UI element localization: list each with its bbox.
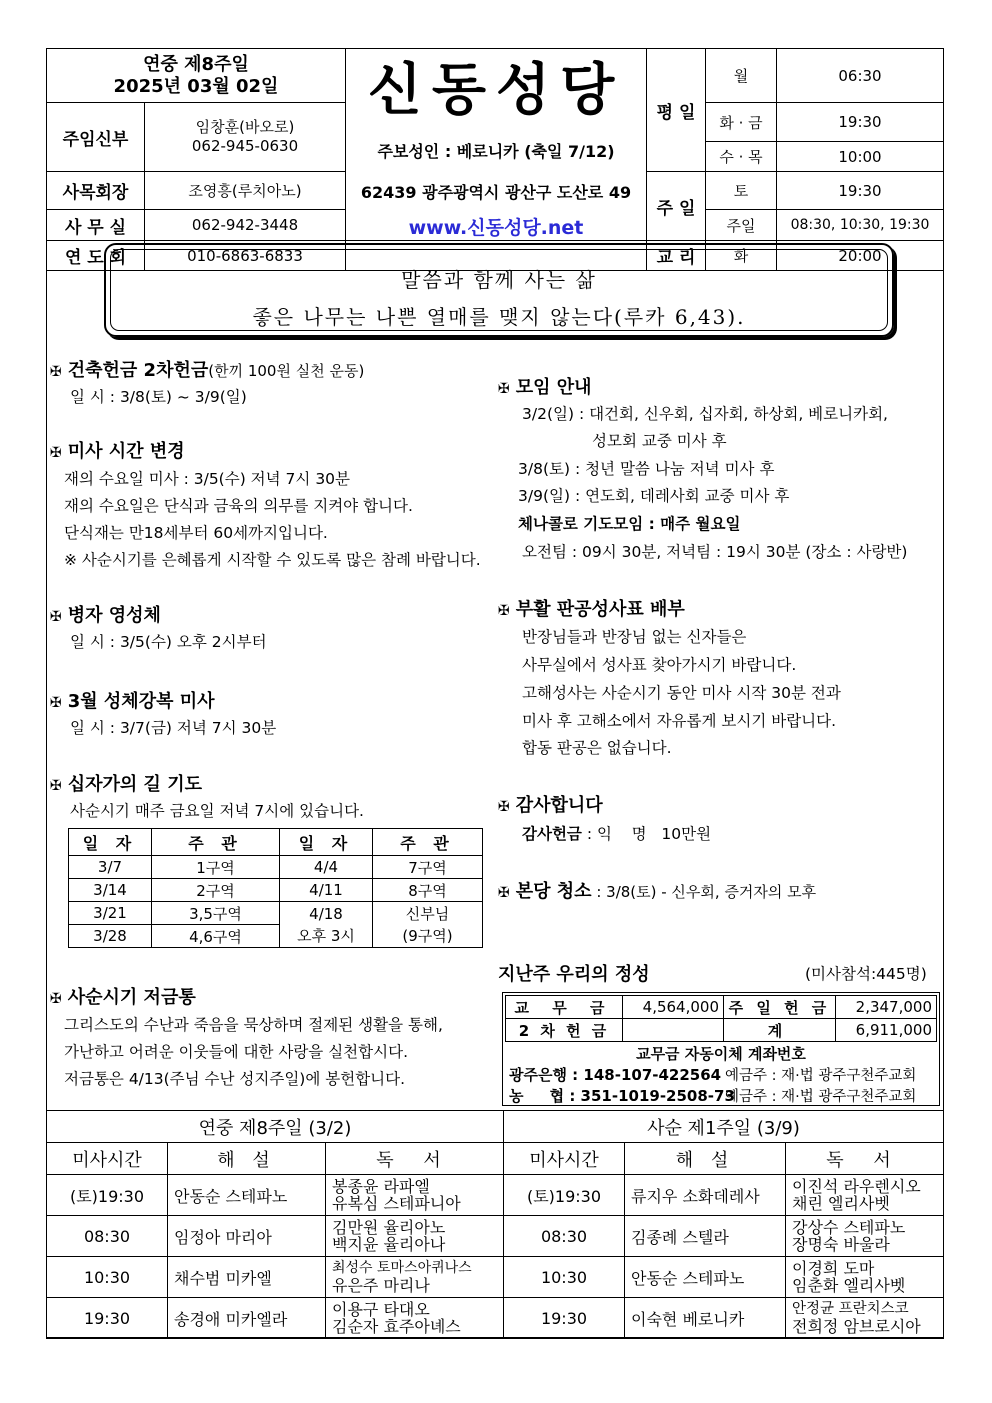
reader-1: 이용구 타대오 bbox=[332, 1300, 430, 1319]
roster-commentary: 김종례 스텔라 bbox=[625, 1216, 786, 1257]
meetings-line2: 성모회 교중 미사 후 bbox=[592, 432, 727, 450]
cross-icon: ✠ bbox=[50, 364, 62, 380]
station-date: 3/7 bbox=[69, 856, 152, 879]
office-label: 사 무 실 bbox=[47, 210, 145, 241]
week-date-cell bbox=[47, 49, 346, 103]
cross-icon: ✠ bbox=[498, 799, 510, 815]
confession-line5: 합동 판공은 없습니다. bbox=[522, 739, 672, 757]
holy-hour-heading bbox=[50, 687, 215, 713]
stations-col-host2: 주 관 bbox=[373, 829, 483, 856]
roster-commentary: 안동순 스테파노 bbox=[168, 1175, 326, 1216]
account-1-holder: 예금주 : 재·법 광주구천주교회 bbox=[725, 1068, 917, 1084]
offering-row1-value: 4,564,000 bbox=[623, 996, 724, 1019]
yeondo-label: 연 도 회 bbox=[47, 241, 145, 271]
station-host: 4,6구역 bbox=[152, 925, 280, 948]
meetings-line3: 3/8(토) : 청년 말씀 나눔 저녁 미사 후 bbox=[518, 460, 775, 478]
thanks-line bbox=[522, 822, 711, 844]
table-row bbox=[47, 1175, 944, 1216]
cross-icon: ✠ bbox=[50, 991, 62, 1007]
account-2: 농 협 : 351-1019-2508-73 bbox=[509, 1087, 735, 1105]
roster-time: 10:30 bbox=[47, 1257, 168, 1298]
station-host: 2구역 bbox=[152, 879, 280, 902]
date-label: 2025년 03월 02일 bbox=[113, 75, 279, 97]
mass-change-line3: 단식재는 만18세부터 60세까지입니다. bbox=[64, 524, 328, 542]
roster-commentary: 임정아 마리아 bbox=[168, 1216, 326, 1257]
roster-col-time: 미사시간 bbox=[47, 1143, 168, 1175]
meetings-line5: 체나콜로 기도모임 : 매주 월요일 bbox=[518, 515, 741, 533]
cross-icon: ✠ bbox=[498, 381, 510, 397]
reader-2: 백지윤 율리아나 bbox=[332, 1235, 446, 1254]
cross-icon: ✠ bbox=[50, 609, 62, 625]
council-value: 조영흥(루치아노) bbox=[145, 172, 346, 210]
pastor-name: 임창훈(바오로) bbox=[195, 118, 295, 136]
pastor-label: 주임신부 bbox=[47, 103, 145, 172]
confession-line2: 사무실에서 성사표 찾아가시기 바랍니다. bbox=[522, 656, 797, 674]
lent-box-heading bbox=[50, 983, 196, 1009]
lent-box-line1: 그리스도의 수난과 죽음을 묵상하며 절제된 생활을 통해, bbox=[64, 1016, 443, 1034]
stations-table bbox=[68, 828, 483, 948]
roster-col-reader: 독 서 bbox=[786, 1143, 944, 1175]
sick-communion-date: 일 시 : 3/5(수) 오후 2시부터 bbox=[70, 633, 267, 651]
roster-col-reader: 독 서 bbox=[326, 1143, 504, 1175]
stations-title: 십자가의 길 기도 bbox=[67, 774, 202, 795]
roster-col-commentary: 해 설 bbox=[625, 1143, 786, 1175]
station-host-line: (9구역) bbox=[402, 926, 453, 945]
reader-1: 김만원 율리아노 bbox=[332, 1218, 446, 1237]
roster-time: 19:30 bbox=[504, 1298, 625, 1339]
roster-commentary: 이숙현 베로니카 bbox=[625, 1298, 786, 1339]
offering-title: 지난주 우리의 정성 bbox=[498, 964, 650, 985]
reader-2: 전희정 암브로시아 bbox=[792, 1317, 921, 1336]
reader-2: 임춘화 엘리사벳 bbox=[792, 1276, 906, 1295]
meetings-heading bbox=[498, 373, 592, 399]
reader-2: 유은주 마리나 bbox=[332, 1276, 430, 1295]
offering-row2-label2: 계 bbox=[724, 1019, 836, 1042]
roster-commentary: 류지우 소화데레사 bbox=[625, 1175, 786, 1216]
roster-reader bbox=[786, 1216, 944, 1257]
reader-1: 최성수 토마스아퀴나스 bbox=[332, 1260, 472, 1276]
parish-title: 신동성당 bbox=[367, 58, 625, 123]
confession-line4: 미사 후 고해소에서 자유롭게 보시기 바랍니다. bbox=[522, 712, 837, 730]
table-row bbox=[69, 856, 483, 879]
cross-icon: ✠ bbox=[498, 603, 510, 619]
station-host: 3,5구역 bbox=[152, 902, 280, 925]
weekday-label: 평 일 bbox=[647, 49, 706, 172]
table-row bbox=[47, 1298, 944, 1339]
mass-change-line4: ※ 사순시기를 은혜롭게 시작할 수 있도록 많은 참례 바랍니다. bbox=[64, 551, 481, 569]
cleaning-heading bbox=[498, 877, 816, 903]
sched-time-2: 10:00 bbox=[777, 142, 944, 172]
cross-icon: ✠ bbox=[50, 778, 62, 794]
station-host: 1구역 bbox=[152, 856, 280, 879]
stations-col-host: 주 관 bbox=[152, 829, 280, 856]
banner-inner bbox=[110, 249, 888, 331]
station-date bbox=[280, 902, 373, 948]
cross-icon: ✠ bbox=[50, 445, 62, 461]
mass-change-line1: 재의 수요일 미사 : 3/5(수) 저녁 7시 30분 bbox=[64, 470, 351, 488]
roster-time: (토)19:30 bbox=[47, 1175, 168, 1216]
stations-heading bbox=[50, 770, 202, 796]
office-value: 062-942-3448 bbox=[145, 210, 346, 241]
table-row bbox=[69, 879, 483, 902]
roster-time: 08:30 bbox=[504, 1216, 625, 1257]
lent-box-line2: 가난하고 어려운 이웃들에 대한 사랑을 실천합시다. bbox=[64, 1043, 408, 1061]
station-host-line: 신부님 bbox=[405, 904, 450, 923]
roster-left-title: 연중 제8주일 (3/2) bbox=[47, 1111, 504, 1143]
reader-2: 장명숙 바울라 bbox=[792, 1235, 890, 1254]
station-host: 7구역 bbox=[373, 856, 483, 879]
banner-line1: 말씀과 함께 사는 삶 bbox=[401, 268, 597, 292]
roster-reader bbox=[786, 1298, 944, 1339]
roster-time: 08:30 bbox=[47, 1216, 168, 1257]
roster-reader bbox=[326, 1298, 504, 1339]
station-host: 8구역 bbox=[373, 879, 483, 902]
reader-1: 강상수 스테파노 bbox=[792, 1218, 906, 1237]
table-row bbox=[47, 1257, 944, 1298]
roster-commentary: 송경애 미카엘라 bbox=[168, 1298, 326, 1339]
lent-box-title: 사순시기 저금통 bbox=[67, 987, 196, 1008]
roster-commentary: 채수범 미카엘 bbox=[168, 1257, 326, 1298]
sched-day-5: 화 bbox=[706, 241, 777, 271]
building-fund-heading bbox=[50, 356, 364, 382]
reader-2: 김순자 효주아녜스 bbox=[332, 1317, 461, 1336]
lent-box-line3: 저금통은 4/13(주님 수난 성지주일)에 봉헌합니다. bbox=[64, 1070, 406, 1088]
station-date: 4/11 bbox=[280, 879, 373, 902]
account-1: 광주은행 : 148-107-422564 bbox=[509, 1066, 722, 1084]
website-link[interactable]: www.신동성당.net bbox=[408, 217, 584, 239]
account-title: 교무금 자동이체 계좌번호 bbox=[636, 1045, 806, 1063]
address: 62439 광주광역시 광산구 도산로 49 bbox=[360, 183, 632, 202]
cleaning-value: : 3/8(토) - 신우회, 증거자의 모후 bbox=[591, 883, 817, 901]
roster-time: 10:30 bbox=[504, 1257, 625, 1298]
reader-2: 채린 엘리사벳 bbox=[792, 1194, 890, 1213]
roster-commentary: 안동순 스테파노 bbox=[625, 1257, 786, 1298]
confession-line1: 반장님들과 반장님 없는 신자들은 bbox=[522, 628, 747, 646]
confession-line3: 고해성사는 사순시기 동안 미사 시작 30분 전과 bbox=[522, 684, 841, 702]
offering-row1-label2: 주 일 헌 금 bbox=[724, 996, 836, 1019]
roster-time: 19:30 bbox=[47, 1298, 168, 1339]
cross-icon: ✠ bbox=[498, 885, 510, 901]
holy-hour-date: 일 시 : 3/7(금) 저녁 7시 30분 bbox=[70, 719, 277, 737]
thanks-value: : 익 명 10만원 bbox=[581, 825, 712, 843]
reader-1: 안정균 프란치스코 bbox=[792, 1301, 909, 1317]
sched-time-0: 06:30 bbox=[777, 49, 944, 103]
table-row bbox=[47, 1216, 944, 1257]
mass-change-title: 미사 시간 변경 bbox=[67, 441, 185, 462]
mass-change-heading bbox=[50, 437, 185, 463]
thanks-heading bbox=[498, 791, 603, 817]
offering-table bbox=[505, 995, 937, 1042]
roster-reader bbox=[326, 1257, 504, 1298]
roster-table bbox=[46, 1110, 944, 1339]
reader-1: 봉종윤 라파엘 bbox=[332, 1177, 430, 1196]
station-date: 4/4 bbox=[280, 856, 373, 879]
offering-row2-label: 2 차 헌 금 bbox=[506, 1019, 623, 1042]
reader-1: 이경희 도마 bbox=[792, 1259, 875, 1278]
meetings-line1: 3/2(일) : 대건회, 신우회, 십자회, 하상회, 베로니카회, bbox=[522, 405, 888, 423]
title-cell bbox=[346, 49, 647, 241]
meetings-line4: 3/9(일) : 연도회, 데레사회 교중 미사 후 bbox=[518, 487, 790, 505]
roster-reader bbox=[326, 1216, 504, 1257]
council-label: 사목회장 bbox=[47, 172, 145, 210]
sched-time-4: 08:30, 10:30, 19:30 bbox=[777, 210, 944, 241]
pastor-cell bbox=[145, 103, 346, 172]
sched-day-1: 화 · 금 bbox=[706, 103, 777, 142]
cleaning-title: 본당 청소 bbox=[515, 881, 592, 902]
reader-2: 유복심 스테파니아 bbox=[332, 1194, 461, 1213]
station-host bbox=[373, 902, 483, 948]
building-fund-sub: (한끼 100원 실천 운동) bbox=[208, 362, 365, 380]
patron-saint: 주보성인 : 베로니카 (축일 7/12) bbox=[377, 142, 615, 161]
thanks-label: 감사헌금 bbox=[522, 825, 582, 843]
roster-col-commentary: 해 설 bbox=[168, 1143, 326, 1175]
mass-change-line2: 재의 수요일은 단식과 금육의 의무를 지켜야 합니다. bbox=[64, 497, 413, 515]
offering-row1-value2: 2,347,000 bbox=[836, 996, 937, 1019]
meetings-line6: 오전팀 : 09시 30분, 저녁팀 : 19시 30분 (장소 : 사랑반) bbox=[522, 543, 908, 561]
stations-col-date: 일 자 bbox=[69, 829, 152, 856]
scripture-banner bbox=[104, 243, 894, 337]
sched-day-4: 주일 bbox=[706, 210, 777, 241]
offering-row2-value2: 6,911,000 bbox=[836, 1019, 937, 1042]
stations-col-date2: 일 자 bbox=[280, 829, 373, 856]
roster-time: (토)19:30 bbox=[504, 1175, 625, 1216]
sched-time-1: 19:30 bbox=[777, 103, 944, 142]
sched-day-2: 수 · 목 bbox=[706, 142, 777, 172]
table-row bbox=[69, 902, 483, 925]
sched-day-3: 토 bbox=[706, 172, 777, 210]
roster-col-time: 미사시간 bbox=[504, 1143, 625, 1175]
station-date: 3/14 bbox=[69, 879, 152, 902]
building-fund-title: 건축헌금 2차헌금 bbox=[67, 360, 209, 381]
building-fund-date: 일 시 : 3/8(토) ~ 3/9(일) bbox=[70, 388, 247, 406]
catechism-label: 교 리 bbox=[647, 241, 706, 271]
station-time-line: 오후 3시 bbox=[297, 926, 355, 945]
yeondo-value: 010-6863-6833 bbox=[145, 241, 346, 271]
week-label: 연중 제8주일 bbox=[143, 53, 249, 75]
sunday-label: 주 일 bbox=[647, 172, 706, 241]
offering-box bbox=[502, 992, 940, 1106]
roster-right-title: 사순 제1주일 (3/9) bbox=[504, 1111, 944, 1143]
thanks-title: 감사합니다 bbox=[515, 795, 603, 816]
account-2-holder: 예금주 : 재·법 광주구천주교회 bbox=[725, 1089, 917, 1105]
roster-reader bbox=[786, 1175, 944, 1216]
offering-row1-label: 교 무 금 bbox=[506, 996, 623, 1019]
header-table bbox=[46, 48, 944, 271]
confession-heading bbox=[498, 595, 685, 621]
station-date-line: 4/18 bbox=[309, 904, 343, 923]
stations-desc: 사순시기 매주 금요일 저녁 7시에 있습니다. bbox=[70, 802, 364, 820]
attendance-count: (미사참석:445명) bbox=[805, 965, 927, 983]
sick-communion-title: 병자 영성체 bbox=[67, 605, 161, 626]
sched-time-5: 20:00 bbox=[777, 241, 944, 271]
roster-reader bbox=[786, 1257, 944, 1298]
offering-row2-value bbox=[623, 1019, 724, 1042]
reader-1: 이진석 라우렌시오 bbox=[792, 1177, 921, 1196]
station-date: 3/28 bbox=[69, 925, 152, 948]
confession-title: 부활 판공성사표 배부 bbox=[515, 599, 685, 620]
sched-time-3: 19:30 bbox=[777, 172, 944, 210]
holy-hour-title: 3월 성체강복 미사 bbox=[67, 691, 215, 712]
meetings-title: 모임 안내 bbox=[515, 377, 592, 398]
cross-icon: ✠ bbox=[50, 695, 62, 711]
station-date: 3/21 bbox=[69, 902, 152, 925]
roster-reader bbox=[326, 1175, 504, 1216]
pastor-phone: 062-945-0630 bbox=[191, 137, 299, 155]
banner-line2: 좋은 나무는 나쁜 열매를 맺지 않는다(루카 6,43). bbox=[252, 305, 746, 329]
sick-communion-heading bbox=[50, 601, 161, 627]
sched-day-0: 월 bbox=[706, 49, 777, 103]
